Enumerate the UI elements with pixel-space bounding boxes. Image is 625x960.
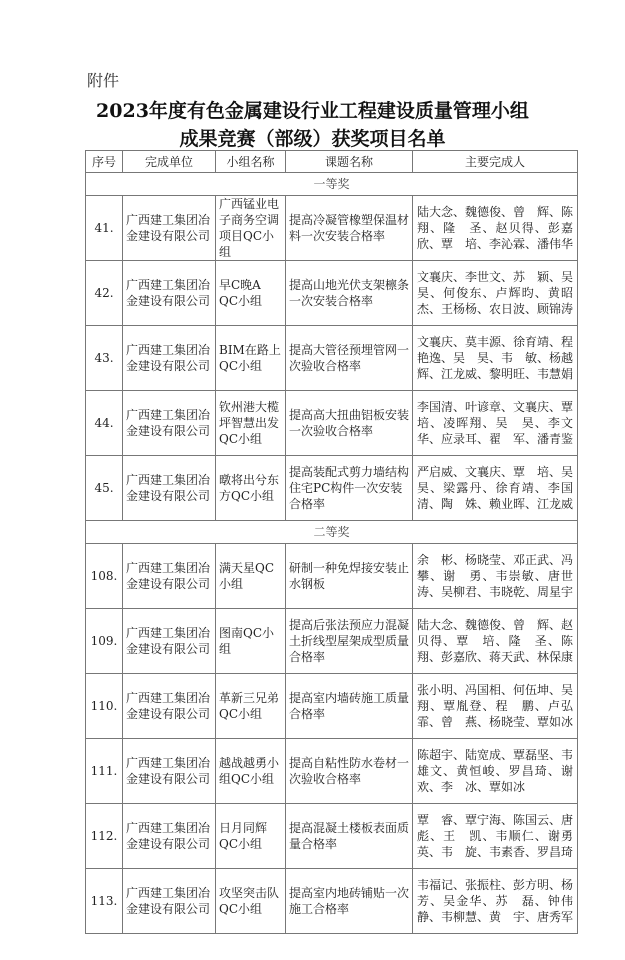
cell-persons: 余 彬、杨晓莹、邓正武、冯 攀、谢 勇、韦崇敏、唐世涛、吴柳君、韦晓乾、周星宇 (413, 544, 578, 609)
cell-topic: 提高后张法预应力混凝土折线型屋架成型质量合格率 (286, 609, 413, 674)
cell-group: 日月同辉QC小组 (216, 804, 286, 869)
award-level: 二等奖 (86, 521, 578, 544)
table-row (86, 609, 578, 674)
header-group: 小组名称 (216, 151, 286, 173)
cell-unit: 广西建工集团冶金建设有限公司 (123, 391, 216, 456)
table-row (86, 326, 578, 391)
cell-seq: 112. (86, 804, 123, 869)
cell-group: 图南QC小组 (216, 609, 286, 674)
header-topic: 课题名称 (286, 151, 413, 173)
award-table (85, 150, 586, 934)
cell-topic: 提高山地光伏支架檩条一次安装合格率 (286, 261, 413, 326)
attachment-label: 附件 (87, 71, 120, 90)
cell-group: 钦州港大榄坪智慧出发QC小组 (216, 391, 286, 456)
table-row (86, 391, 578, 456)
cell-seq: 110. (86, 674, 123, 739)
table-row (86, 804, 578, 869)
cell-persons: 陆大念、魏德俊、曾 辉、陈 翔、隆 圣、赵贝得、彭嘉欣、覃 培、李沁霖、潘伟华 (413, 196, 578, 261)
table-row (86, 739, 578, 804)
table-row (86, 869, 578, 934)
table-row (86, 456, 578, 521)
cell-topic: 提高高大扭曲铝板安装一次验收合格率 (286, 391, 413, 456)
cell-seq: 111. (86, 739, 123, 804)
cell-unit: 广西建工集团冶金建设有限公司 (123, 804, 216, 869)
cell-group: 暾将出兮东方QC小组 (216, 456, 286, 521)
cell-persons: 陆大念、魏德俊、曾 辉、赵贝得、覃 培、隆 圣、陈 翔、彭嘉欣、蒋天武、林保康 (413, 609, 578, 674)
cell-unit: 广西建工集团冶金建设有限公司 (123, 196, 216, 261)
table-row (86, 544, 578, 609)
cell-unit: 广西建工集团冶金建设有限公司 (123, 544, 216, 609)
cell-unit: 广西建工集团冶金建设有限公司 (123, 674, 216, 739)
cell-seq: 108. (86, 544, 123, 609)
header-unit: 完成单位 (123, 151, 216, 173)
cell-group: BIM在路上QC小组 (216, 326, 286, 391)
cell-unit: 广西建工集团冶金建设有限公司 (123, 456, 216, 521)
cell-group: 革新三兄弟QC小组 (216, 674, 286, 739)
award-section-row (86, 173, 578, 196)
document-subtitle: 成果竞赛（部级）获奖项目名单 (179, 128, 446, 150)
cell-unit: 广西建工集团冶金建设有限公司 (123, 261, 216, 326)
table-row (86, 196, 578, 261)
cell-group: 满天星QC小组 (216, 544, 286, 609)
cell-persons: 文襄庆、李世文、苏 颖、吴 昊、何俊东、卢辉昀、黄昭杰、王杨杨、农日波、顾锦涛 (413, 261, 578, 326)
cell-seq: 44. (86, 391, 123, 456)
table-header (86, 151, 578, 173)
award-level: 一等奖 (86, 173, 578, 196)
cell-persons: 韦福记、张振柱、彭方明、杨 芳、吴金华、苏 磊、钟伟静、韦柳慧、黄 宇、唐秀军 (413, 869, 578, 934)
header-persons: 主要完成人 (413, 151, 578, 173)
cell-topic: 提高自粘性防水卷材一次验收合格率 (286, 739, 413, 804)
cell-topic: 研制一种免焊接安装止水钢板 (286, 544, 413, 609)
cell-persons: 李国清、叶谚章、文襄庆、覃 培、凌晖翔、吴 昊、李文华、应录耳、翟 军、潘青鉴 (413, 391, 578, 456)
cell-persons: 陈超宇、陆宽成、覃磊坚、韦雄文、黄恒峻、罗昌琦、谢 欢、李 冰、覃如冰 (413, 739, 578, 804)
cell-group: 越战越勇小组QC小组 (216, 739, 286, 804)
cell-seq: 43. (86, 326, 123, 391)
cell-group: 攻坚突击队QC小组 (216, 869, 286, 934)
cell-topic: 提高混凝土楼板表面质量合格率 (286, 804, 413, 869)
cell-seq: 41. (86, 196, 123, 261)
cell-unit: 广西建工集团冶金建设有限公司 (123, 609, 216, 674)
award-section-row (86, 521, 578, 544)
cell-topic: 提高室内墙砖施工质量合格率 (286, 674, 413, 739)
cell-unit: 广西建工集团冶金建设有限公司 (123, 326, 216, 391)
cell-unit: 广西建工集团冶金建设有限公司 (123, 869, 216, 934)
table-row (86, 674, 578, 739)
cell-group: 早C晚A QC小组 (216, 261, 286, 326)
cell-persons: 文襄庆、莫丰源、徐育靖、程艳逸、吴 昊、韦 敏、杨越辉、江龙威、黎明旺、韦慧娟 (413, 326, 578, 391)
cell-unit: 广西建工集团冶金建设有限公司 (123, 739, 216, 804)
cell-topic: 提高冷凝管橡塑保温材料一次安装合格率 (286, 196, 413, 261)
cell-topic: 提高装配式剪力墙结构住宅PC构件一次安装合格率 (286, 456, 413, 521)
document-title: 2023年度有色金属建设行业工程建设质量管理小组 (96, 100, 529, 122)
cell-group: 广西锰业电子商务空调项目QC小组 (216, 196, 286, 261)
cell-persons: 张小明、冯国相、何伍坤、吴 翔、覃胤登、程 鹏、卢弘霏、曾 燕、杨晓莹、覃如冰 (413, 674, 578, 739)
cell-seq: 45. (86, 456, 123, 521)
table-row (86, 261, 578, 326)
header-seq: 序号 (86, 151, 123, 173)
cell-topic: 提高室内地砖铺贴一次施工合格率 (286, 869, 413, 934)
cell-persons: 覃 睿、覃宁海、陈国云、唐 彪、王 凯、韦顺仁、谢勇英、韦 旋、韦素香、罗昌琦 (413, 804, 578, 869)
cell-seq: 42. (86, 261, 123, 326)
cell-seq: 113. (86, 869, 123, 934)
cell-seq: 109. (86, 609, 123, 674)
cell-topic: 提高大管径预埋管网一次验收合格率 (286, 326, 413, 391)
cell-persons: 严启威、文襄庆、覃 培、吴 昊、梁露丹、徐育靖、李国清、陶 姝、赖业晖、江龙威 (413, 456, 578, 521)
